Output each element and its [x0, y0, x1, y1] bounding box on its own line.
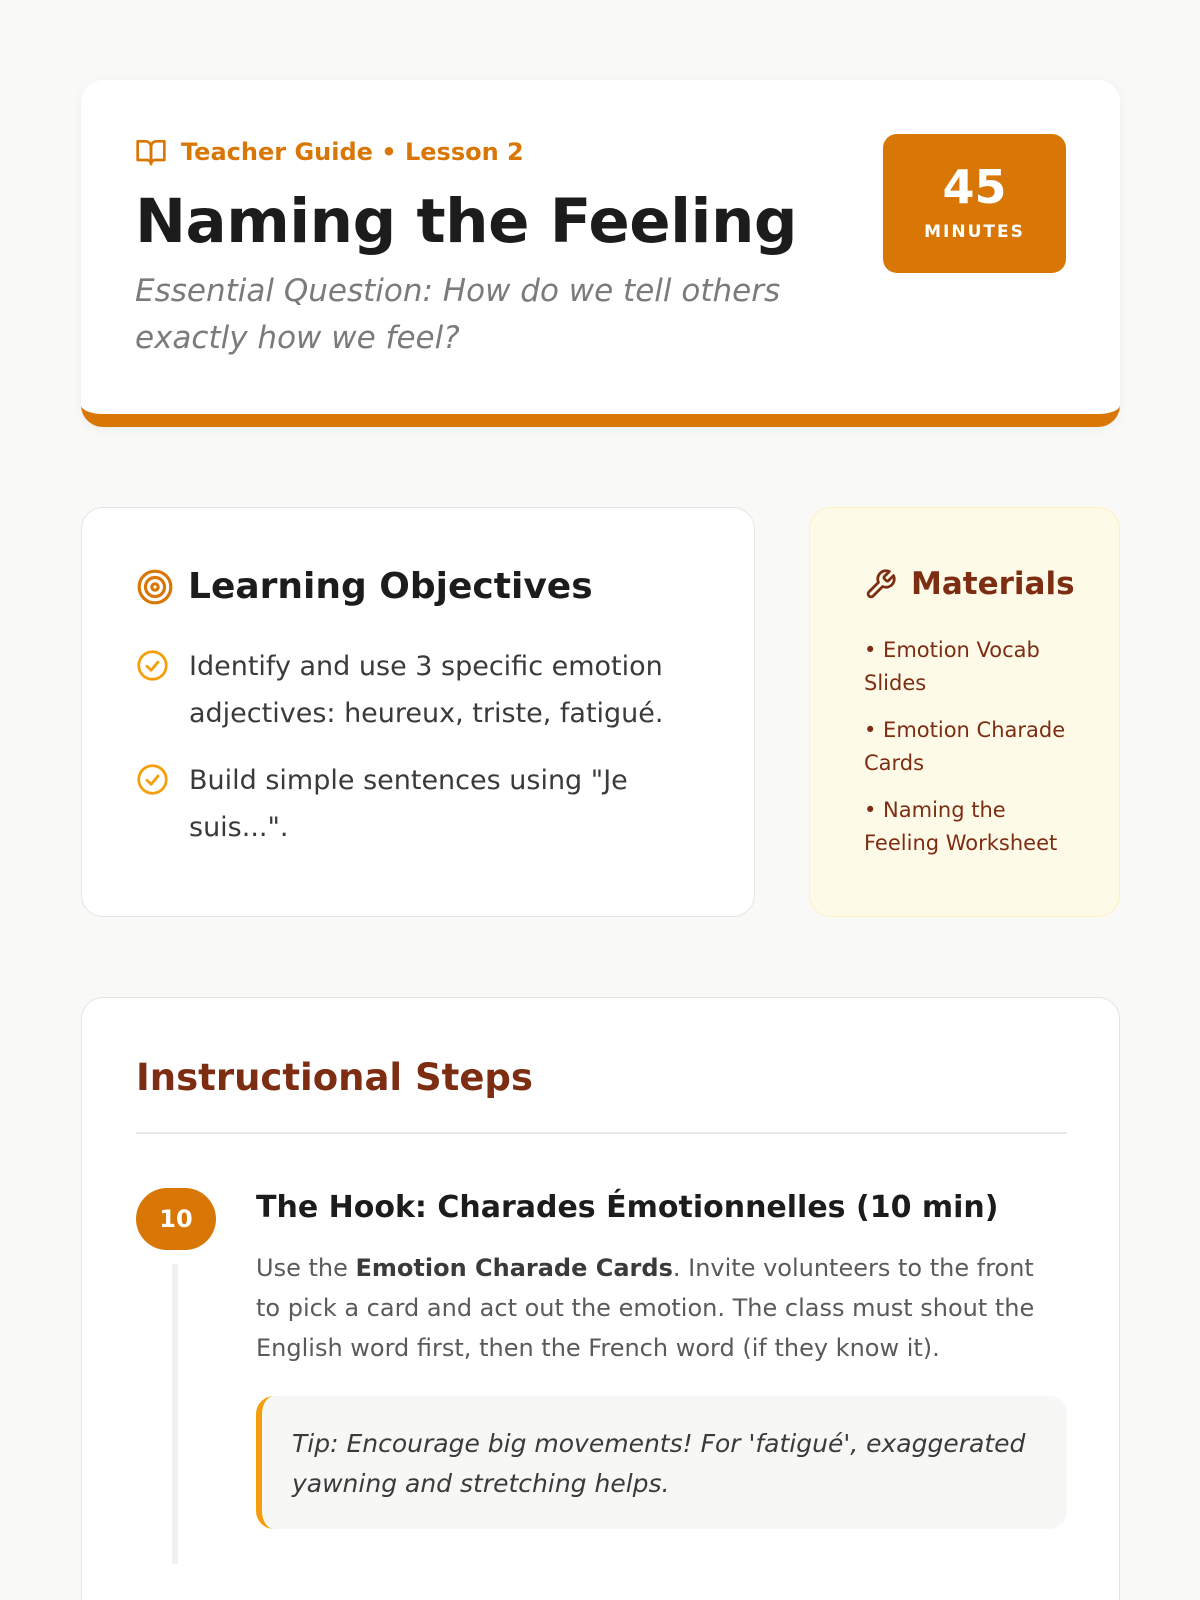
objective-item: [136, 757, 696, 851]
objectives-card: [81, 507, 755, 917]
target-icon: [136, 568, 174, 606]
page-title: Naming the Feeling: [135, 186, 798, 257]
step-description-start: Use the: [256, 1254, 356, 1282]
objective-text: Identify and use 3 specific emotion adjectives: heureux, triste, fatigué.: [189, 651, 664, 729]
material-item: • Naming the Feeling Worksheet: [864, 798, 1058, 855]
open-book-icon: [135, 136, 167, 168]
wrench-icon: [864, 568, 897, 601]
objectives-heading-text: Learning Objectives: [188, 566, 593, 607]
duration-value: 45: [942, 160, 1007, 214]
step-timeline-line: [172, 1264, 178, 1564]
objective-item: [136, 643, 696, 737]
steps-card: [81, 997, 1120, 1600]
step-tip: Tip: Encourage big movements! For 'fatigué', exaggerated yawning and stretching helps.: [256, 1396, 1067, 1529]
material-item: • Emotion Charade Cards: [864, 718, 1066, 775]
lesson-header-card: [81, 80, 1120, 427]
check-circle-icon: [136, 649, 169, 682]
eyebrow-text: Teacher Guide • Lesson 2: [181, 138, 524, 166]
step-duration-badge: 10: [136, 1188, 216, 1250]
step-description: [256, 1248, 1056, 1368]
lesson-eyebrow: [135, 136, 524, 168]
essential-question: Essential Question: How do we tell others exactly how we feel?: [135, 273, 781, 356]
steps-divider: [136, 1132, 1067, 1134]
check-circle-icon: [136, 763, 169, 796]
objectives-list: [136, 643, 696, 871]
objective-text: Build simple sentences using "Je suis...".: [189, 765, 628, 843]
materials-list: [864, 634, 1084, 874]
duration-badge: [883, 134, 1066, 273]
steps-heading: Instructional Steps: [136, 1056, 533, 1099]
step-description-end: . Invite volunteers to the front to pick a card and act out the emotion. The class must shout the English word first, then the French word (if they know it).: [256, 1254, 1035, 1362]
duration-unit: MINUTES: [924, 222, 1025, 242]
materials-card: [809, 507, 1120, 917]
material-item: • Emotion Vocab Slides: [864, 638, 1040, 695]
step-title: The Hook: Charades Émotionnelles (10 min): [256, 1190, 999, 1225]
objectives-heading: [136, 566, 593, 607]
materials-heading-text: Materials: [911, 566, 1075, 602]
materials-heading: [864, 566, 1075, 602]
step-description-highlight: Emotion Charade Cards: [355, 1254, 673, 1282]
